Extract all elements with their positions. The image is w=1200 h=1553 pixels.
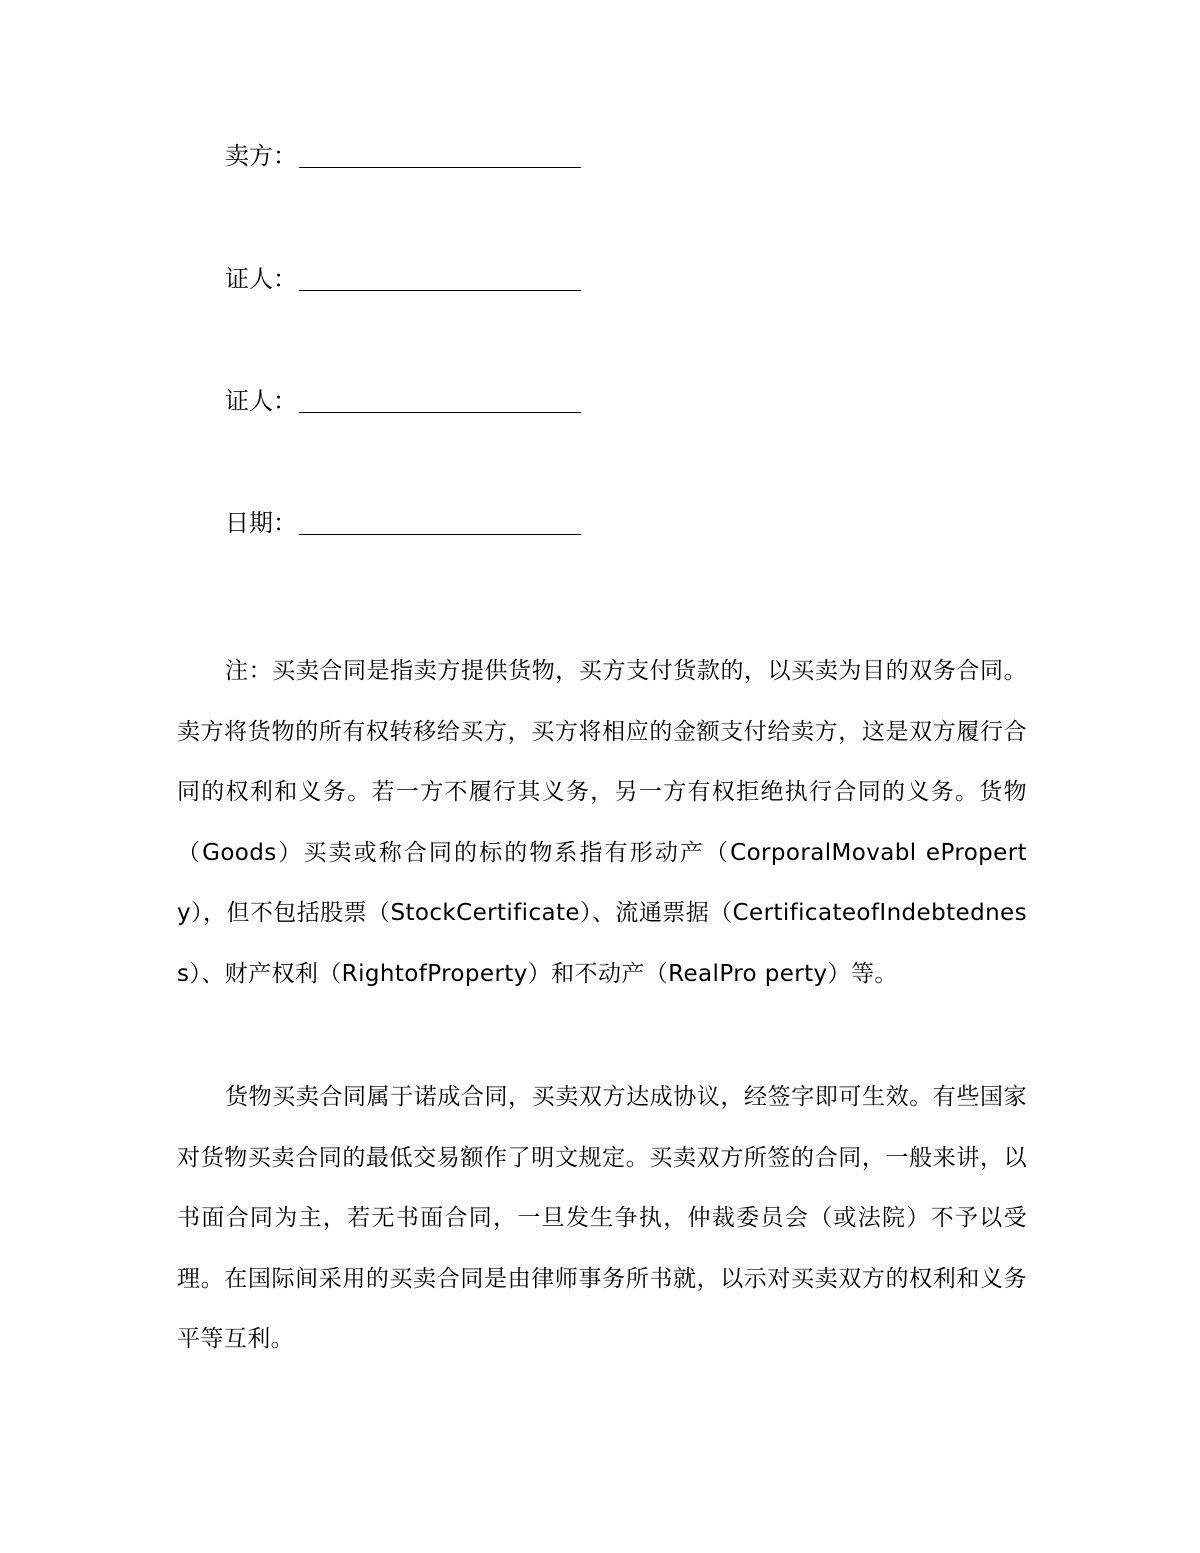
witness-signature-row-2 — [225, 386, 581, 416]
witness-label-2: 证人： — [225, 387, 297, 415]
witness-label-1: 证人： — [225, 265, 297, 293]
witness-signature-blank-2 — [299, 388, 581, 413]
goods-contract-paragraph: 货物买卖合同属于诺成合同，买卖双方达成协议，经签字即可生效。有些国家对货物买卖合同的最低交易额作了明文规定。买卖双方所签的合同，一般来讲，以书面合同为主，若无书面合同，一旦发生争执，仲裁委员会（或法院）不予以受理。在国际间采用的买卖合同是由律师事务所书就，以示对买卖双方的权利和义务平等互利。 — [177, 1084, 1027, 1352]
date-row — [225, 508, 581, 538]
date-blank — [299, 510, 581, 535]
seller-signature-blank — [299, 143, 581, 168]
seller-label: 卖方： — [225, 142, 297, 170]
date-label: 日期： — [225, 509, 297, 537]
seller-signature-row — [225, 141, 581, 171]
witness-signature-blank-1 — [299, 266, 581, 291]
note-paragraph: 注：买卖合同是指卖方提供货物，买方支付货款的，以买卖为目的双务合同。卖方将货物的所有权转移给买方，买方将相应的金额支付给卖方，这是双方履行合同的权利和义务。若一方不履行其义务，另一方有权拒绝执行合同的义务。货物（Goods）买卖或称合同的标的物系指有形动产（CorporalMovabl eProperty），但不包括股票（StockCertificate）、流通票据（CertificateofIndebtedness）、财产权利（RightofProperty）和不动产（RealPro perty）等。 — [177, 658, 1027, 987]
witness-signature-row-1 — [225, 264, 581, 294]
